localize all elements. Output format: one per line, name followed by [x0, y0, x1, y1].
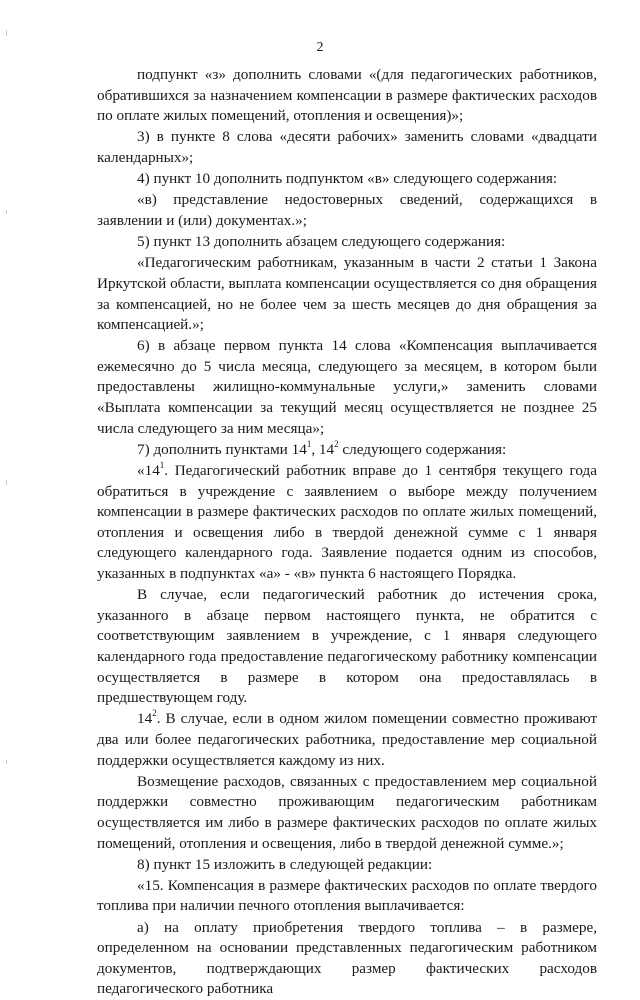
- scan-speck: [6, 30, 7, 36]
- paragraph-9: [97, 461, 597, 585]
- paragraph-11: [97, 709, 597, 771]
- paragraph-2: 3) в пункте 8 слова «десяти рабочих» заменить словами «двадцати календарных»;: [97, 128, 597, 166]
- paragraph-15: а) на оплату приобретения твердого топлива – в размере, определенном на основании представленных педагогическим работником документов, подтверждающих размер фактических расходов педагогического работника: [97, 918, 597, 998]
- superscript-2: 2: [152, 708, 157, 719]
- paragraph-8-text-c: следующего содержания:: [338, 440, 507, 458]
- paragraph-12: Возмещение расходов, связанных с предоставлением мер социальной поддержки совместно проживающим педагогическим работникам осуществляется им либо в размере фактических расходов по оплате жилых помещений, отопления и освещения, либо в твердой денежной сумме.»;: [97, 772, 597, 852]
- paragraph-10: В случае, если педагогический работник до истечения срока, указанного в абзаце первом настоящего пункта, не обратится с соответствующим заявлением в учреждение, с 1 января следующего календарного года предоставление педагогическому работнику компенсации осуществляется в размере в котором она предоставлялась в предшествующем году.: [97, 586, 597, 707]
- paragraph-11-text-a: 14: [137, 710, 153, 728]
- superscript-1: 1: [306, 438, 312, 449]
- paragraph-9-text-b: . Педагогический работник вправе до 1 сентября текущего года обратиться в учреждение с заявлением о выборе между получением компенсации в размере фактических расходов по оплате жилых помещений, отопления и освещения либо в твердой денежной сумме с 1 января следующего календарного года. Заявление подается одним из способов, указанных в подпунктах «а» - «в» пункта 6 настоящего Порядка.: [97, 462, 597, 582]
- page-number: 2: [316, 40, 324, 55]
- paragraph-8: [97, 440, 597, 461]
- paragraph-13: 8) пункт 15 изложить в следующей редакции:: [137, 855, 433, 873]
- paragraph-7: 6) в абзаце первом пункта 14 слова «Компенсация выплачивается ежемесячно до 5 числа месяца, следующего за месяцем, в котором были предоставлены жилищно-коммунальные услуги,» заменить словами «Выплата компенсации за текущий месяц осуществляется не позднее 25 числа следующего за ним месяца»;: [97, 337, 597, 437]
- scan-speck: [6, 210, 7, 214]
- paragraph-8-text-a: 7) дополнить пунктами 14: [137, 440, 307, 458]
- scan-speck: [6, 480, 7, 485]
- paragraph-6: «Педагогическим работникам, указанным в части 2 статьи 1 Закона Иркутской области, выплата компенсации осуществляется со дня обращения за компенсацией, но не более чем за шесть месяцев до дня обращения за компенсацией.»;: [97, 254, 597, 334]
- scan-margin-marks: [6, 0, 8, 905]
- paragraph-11-text-b: . В случае, если в одном жилом помещении совместно проживают два или более педагогических работника, предоставление мер социальной поддержки осуществляется каждому из них.: [97, 710, 597, 769]
- paragraph-5: 5) пункт 13 дополнить абзацем следующего содержания:: [137, 233, 506, 251]
- scan-speck: [6, 760, 7, 764]
- paragraph-4: «в) представление недостоверных сведений, содержащихся в заявлении и (или) документах.»;: [97, 191, 597, 229]
- superscript-1: 1: [159, 459, 165, 470]
- paragraph-8-text-b: , 14: [311, 440, 335, 458]
- paragraph-1: подпункт «з» дополнить словами «(для педагогических работников, обратившихся за назначением компенсации в размере фактических расходов по оплате жилых помещений, отопления и освещения)»;: [97, 66, 597, 125]
- document-body: [97, 65, 597, 1000]
- paragraph-14: «15. Компенсация в размере фактических расходов по оплате твердого топлива при наличии печного отопления выплачивается:: [97, 876, 597, 915]
- superscript-2: 2: [334, 438, 339, 449]
- paragraph-3: 4) пункт 10 дополнить подпунктом «в» следующего содержания:: [137, 170, 558, 188]
- paragraph-9-text-a: «14: [137, 462, 160, 480]
